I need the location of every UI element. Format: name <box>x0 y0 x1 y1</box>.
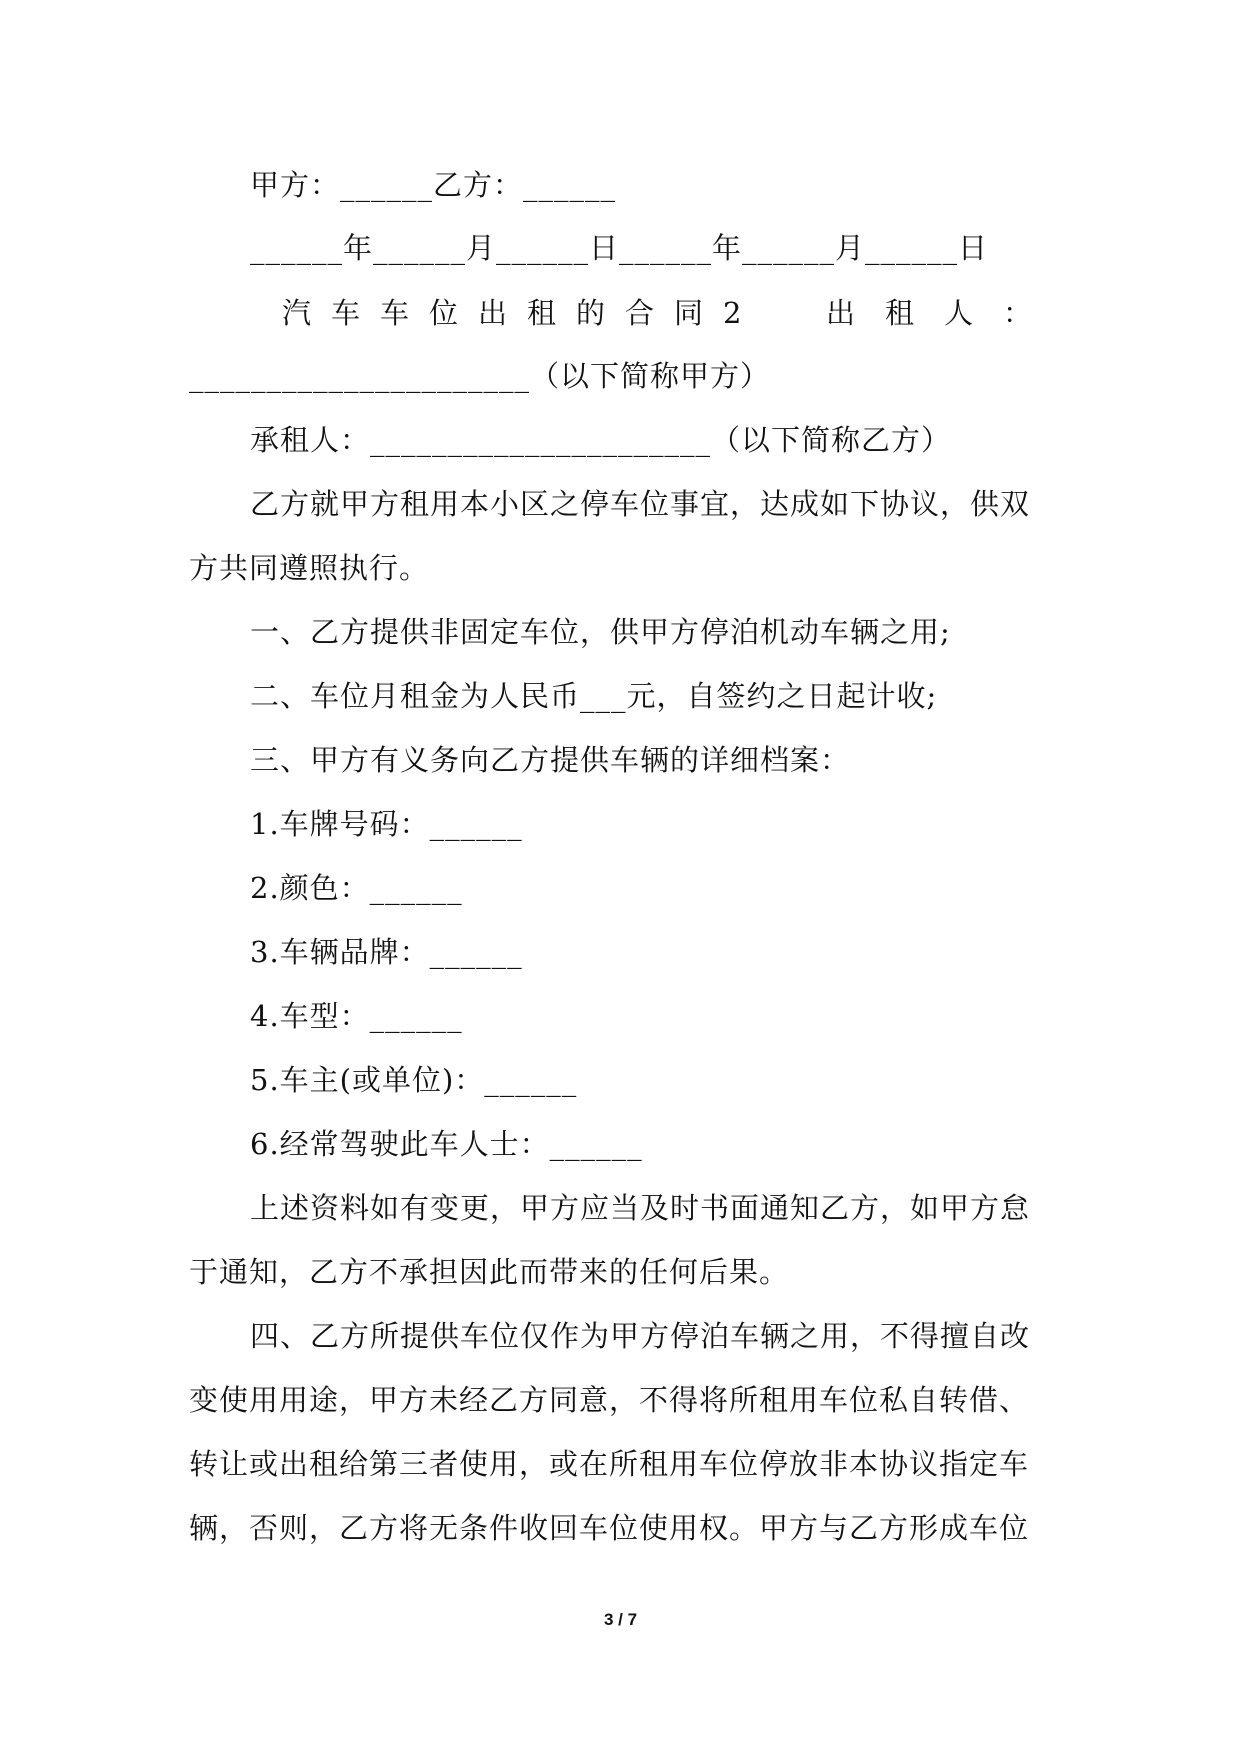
vehicle-item-driver: 6.经常驾驶此车人士：______ <box>250 1127 643 1161</box>
lessor-abbrev-note: （以下简称甲方） <box>530 359 771 393</box>
preamble-line-2: 方共同遵照执行。 <box>189 551 430 585</box>
clause-four-line-3: 转让或出租给第三者使用，或在所租用车位停放非本协议指定车 <box>189 1447 1030 1481</box>
contract-title-line <box>282 293 1062 333</box>
contract-title: 汽车车位出租的合同2 <box>282 296 762 330</box>
vehicle-item-brand: 3.车辆品牌：______ <box>250 935 523 969</box>
vehicle-item-color: 2.颜色：______ <box>250 871 463 905</box>
preamble-line-1: 乙方就甲方租用本小区之停车位事宜，达成如下协议，供双 <box>250 487 1031 521</box>
vehicle-item-model: 4.车型：______ <box>250 999 463 1033</box>
clause-two: 二、车位月租金为人民币___元，自签约之日起计收; <box>250 679 938 713</box>
page-number: 3 / 7 <box>603 1610 638 1629</box>
clause-three: 三、甲方有义务向乙方提供车辆的详细档案： <box>250 743 851 777</box>
vehicle-item-plate: 1.车牌号码：______ <box>250 807 523 841</box>
clause-four-line-2: 变使用用途，甲方未经乙方同意，不得将所租用车位私自转借、 <box>189 1383 1030 1417</box>
signature-date-line: ______年______月______日______年______月______日 <box>250 231 989 265</box>
lessor-name-blank: ______________________ <box>189 359 530 393</box>
vehicle-item-owner: 5.车主(或单位)：______ <box>250 1063 578 1097</box>
clause-one: 一、乙方提供非固定车位，供甲方停泊机动车辆之用; <box>250 615 951 649</box>
lessee-line: 承租人：______________________（以下简称乙方） <box>250 423 952 457</box>
lessor-label: 出租人： <box>825 296 1062 330</box>
party-signature-line: 甲方：______乙方：______ <box>250 168 617 202</box>
change-notice-line-2: 于通知，乙方不承担因此而带来的任何后果。 <box>189 1255 790 1289</box>
clause-four-line-1: 四、乙方所提供车位仅作为甲方停泊车辆之用，不得擅自改 <box>250 1319 1031 1353</box>
lessor-name-line <box>189 356 1059 396</box>
clause-four-line-4: 辆，否则，乙方将无条件收回车位使用权。甲方与乙方形成车位 <box>189 1511 1030 1545</box>
change-notice-line-1: 上述资料如有变更，甲方应当及时书面通知乙方，如甲方怠 <box>250 1191 1031 1225</box>
